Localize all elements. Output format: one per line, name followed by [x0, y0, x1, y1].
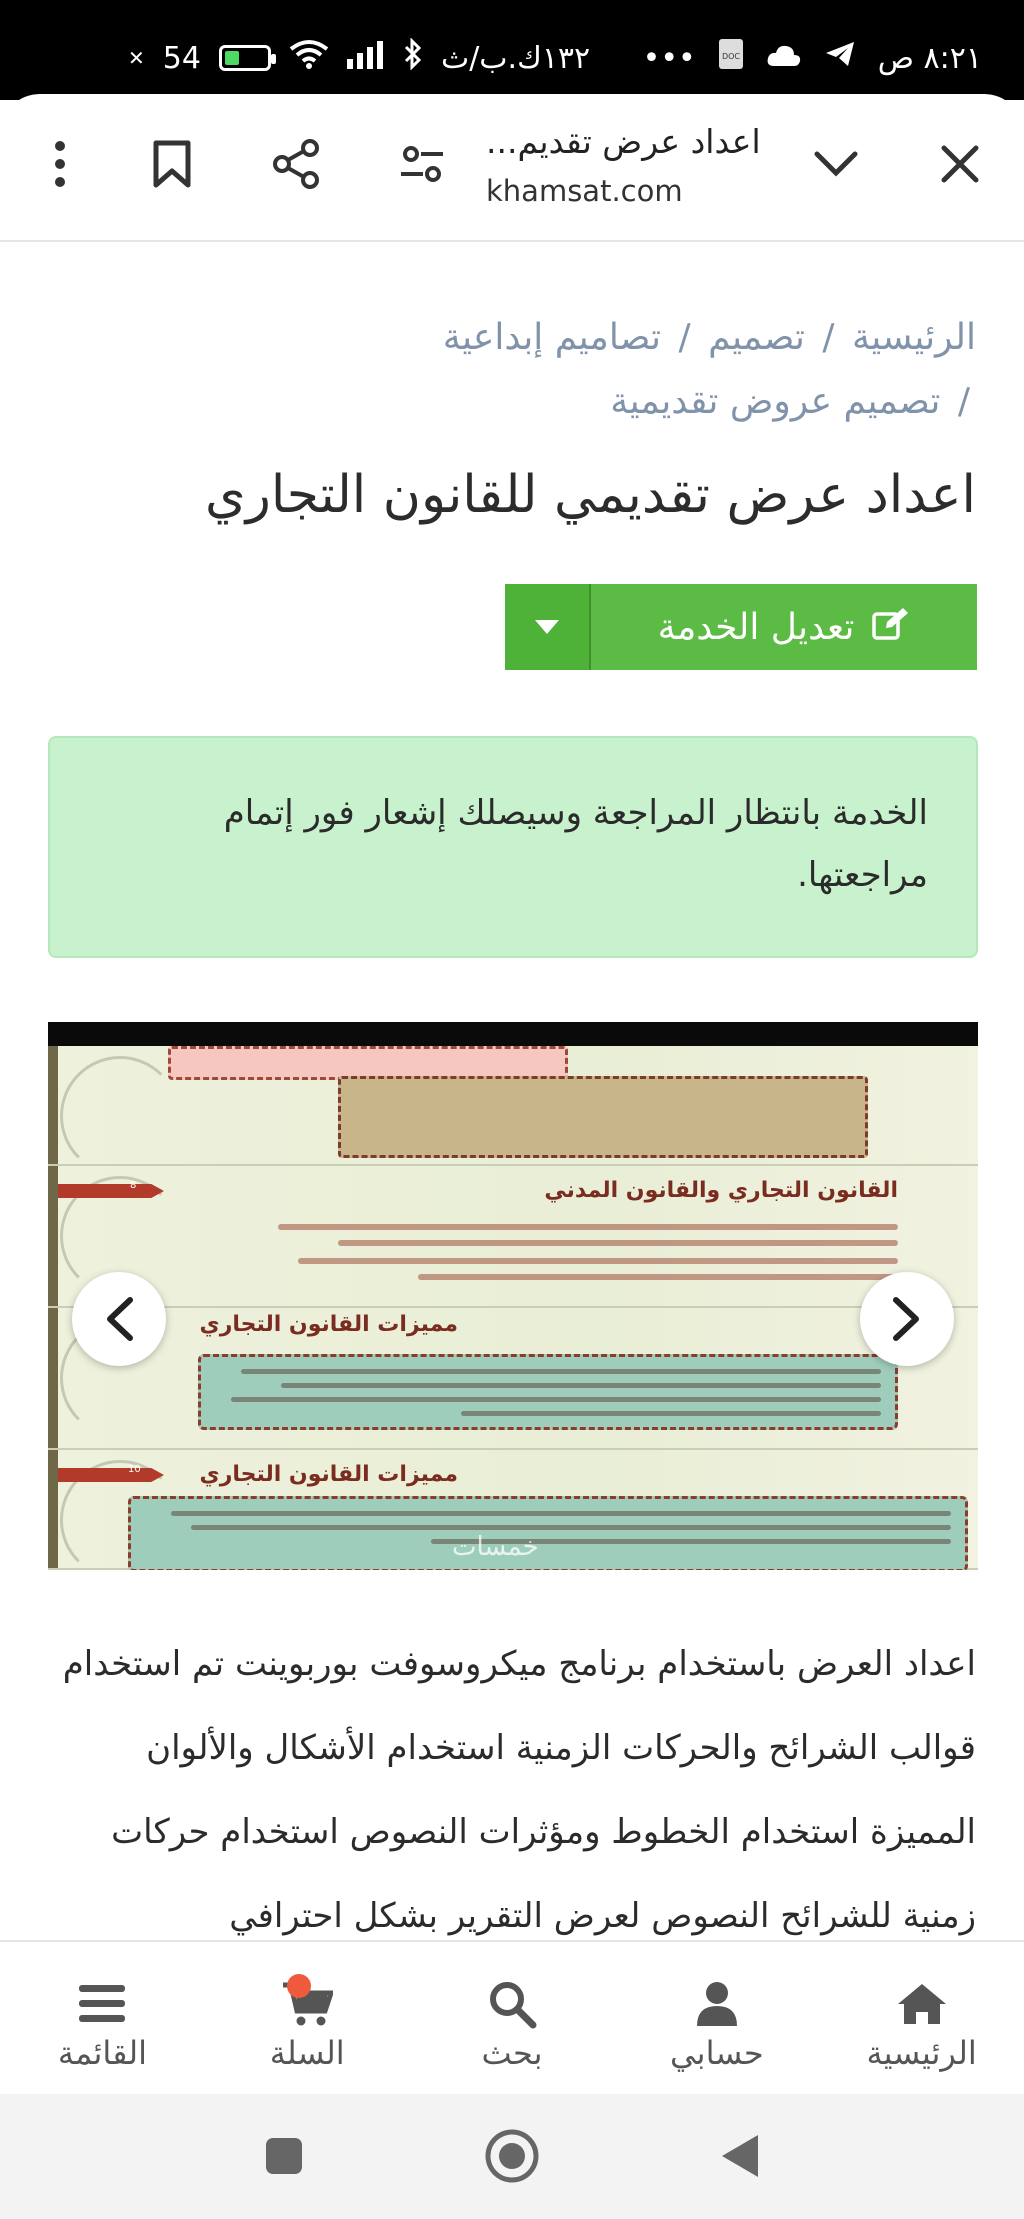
chevron-down-icon[interactable]: [806, 134, 866, 194]
nav-account[interactable]: [614, 1942, 819, 2094]
overflow-menu-icon[interactable]: [30, 134, 90, 194]
service-description: اعداد العرض باستخدام برنامج ميكروسوفت بوربوينت تم استخدام قوالب الشرائح والحركات الزمنية استخدام الأشكال والألوان المميزة استخدام الخطوط ومؤثرات النصوص استخدام حركات زمنية للشرائح النصوص لعرض التقرير بشكل احترافي: [62, 1644, 976, 1936]
nav-menu[interactable]: [0, 1942, 205, 2094]
slide-text-box: [198, 1354, 898, 1430]
page-title: اعداد عرض تقديمي للقانون التجاري: [205, 465, 976, 525]
nav-cart-label: السلة: [269, 2034, 345, 2072]
document-icon: [718, 38, 744, 78]
slide-number-tab: [58, 1184, 164, 1198]
slide-number: 10: [128, 1464, 141, 1475]
status-bar: [0, 0, 1024, 100]
breadcrumb-separator: /: [678, 317, 691, 358]
breadcrumb-separator: /: [822, 317, 835, 358]
status-left: [128, 38, 590, 78]
svg-text:DOC: DOC: [721, 52, 740, 61]
slide-number: 8: [130, 1180, 137, 1191]
browser-toolbar: [0, 94, 1024, 242]
edit-service-button[interactable]: [591, 584, 977, 670]
bottom-nav: [0, 1940, 1024, 2094]
battery-icon: [219, 45, 271, 71]
slide-title: مميزات القانون التجاري: [199, 1312, 458, 1337]
breadcrumb-creative-designs[interactable]: تصاميم إبداعية: [442, 317, 662, 358]
slide-title: القانون التجاري والقانون المدني: [544, 1178, 898, 1203]
breadcrumb-presentation-design[interactable]: تصميم عروض تقديمية: [610, 381, 941, 422]
home-circle-icon: [484, 2128, 540, 2184]
breadcrumb-design[interactable]: تصميم: [708, 317, 805, 358]
close-icon[interactable]: [930, 134, 990, 194]
nav-search[interactable]: [410, 1942, 615, 2094]
status-right: [643, 38, 982, 78]
signal-icon: [347, 39, 385, 77]
slide-text-box: [128, 1496, 968, 1570]
slide-text-box: [338, 1076, 868, 1158]
site-settings-icon[interactable]: [392, 134, 452, 194]
slide-title: مميزات القانون التجاري: [199, 1462, 458, 1487]
edit-dropdown-toggle[interactable]: [505, 584, 591, 670]
battery-level: 54: [162, 40, 201, 76]
cloud-icon: [766, 41, 802, 76]
user-icon: [689, 1978, 745, 2030]
clock-time: ٨:٢١ ص: [877, 40, 982, 76]
nav-cart[interactable]: [205, 1942, 410, 2094]
nav-home-label: الرئيسية: [866, 2034, 977, 2072]
search-icon: [484, 1978, 540, 2030]
wifi-icon: [289, 39, 329, 77]
back-triangle-icon: [720, 2133, 760, 2179]
breadcrumb-separator: /: [957, 381, 970, 422]
gallery-top-band: [48, 1022, 978, 1046]
nav-menu-label: القائمة: [57, 2034, 147, 2072]
recents-button[interactable]: [254, 2126, 314, 2186]
gallery-prev-button[interactable]: [72, 1272, 166, 1366]
bookmark-icon[interactable]: [142, 134, 202, 194]
breadcrumb-home[interactable]: الرئيسية: [852, 317, 976, 358]
gallery-watermark: خمسات: [452, 1532, 539, 1562]
gallery-slide: [48, 1308, 978, 1450]
gallery-slide: [48, 1046, 978, 1166]
more-notifications-icon: •••: [642, 40, 696, 76]
gallery-slide: [48, 1166, 978, 1308]
battery-saver-icon: ✕: [128, 46, 145, 70]
review-notice: [48, 736, 978, 958]
home-icon: [894, 1978, 950, 2030]
edit-service-button-group: [505, 584, 977, 670]
network-speed: ١٣٢ك.ب/ث: [440, 40, 591, 76]
caret-down-icon: [535, 620, 559, 634]
system-nav-bar: [0, 2094, 1024, 2219]
chevron-left-icon: [104, 1296, 134, 1342]
cart-badge: [287, 1974, 311, 1998]
edit-icon: [872, 606, 910, 649]
breadcrumb: [416, 306, 976, 434]
home-system-button[interactable]: [482, 2126, 542, 2186]
slide-pink-box: [168, 1046, 568, 1080]
nav-search-label: بحث: [481, 2034, 543, 2072]
bluetooth-icon: [403, 38, 423, 78]
menu-icon: [74, 1978, 130, 2030]
review-notice-text: الخدمة بانتظار المراجعة وسيصلك إشعار فور إتمام مراجعتها.: [223, 793, 928, 895]
chevron-right-icon: [892, 1296, 922, 1342]
slide-number-tab: [58, 1468, 164, 1482]
share-icon[interactable]: [266, 134, 326, 194]
tab-title[interactable]: اعداد عرض تقديم...: [486, 122, 761, 161]
edit-service-label: تعديل الخدمة: [657, 606, 855, 648]
telegram-icon: [824, 40, 856, 76]
nav-home[interactable]: [819, 1942, 1024, 2094]
back-button[interactable]: [710, 2126, 770, 2186]
service-gallery[interactable]: [48, 1022, 978, 1570]
recents-icon: [264, 2136, 304, 2176]
nav-account-label: حسابي: [669, 2034, 764, 2072]
url-host[interactable]: khamsat.com: [486, 174, 683, 208]
gallery-next-button[interactable]: [860, 1272, 954, 1366]
